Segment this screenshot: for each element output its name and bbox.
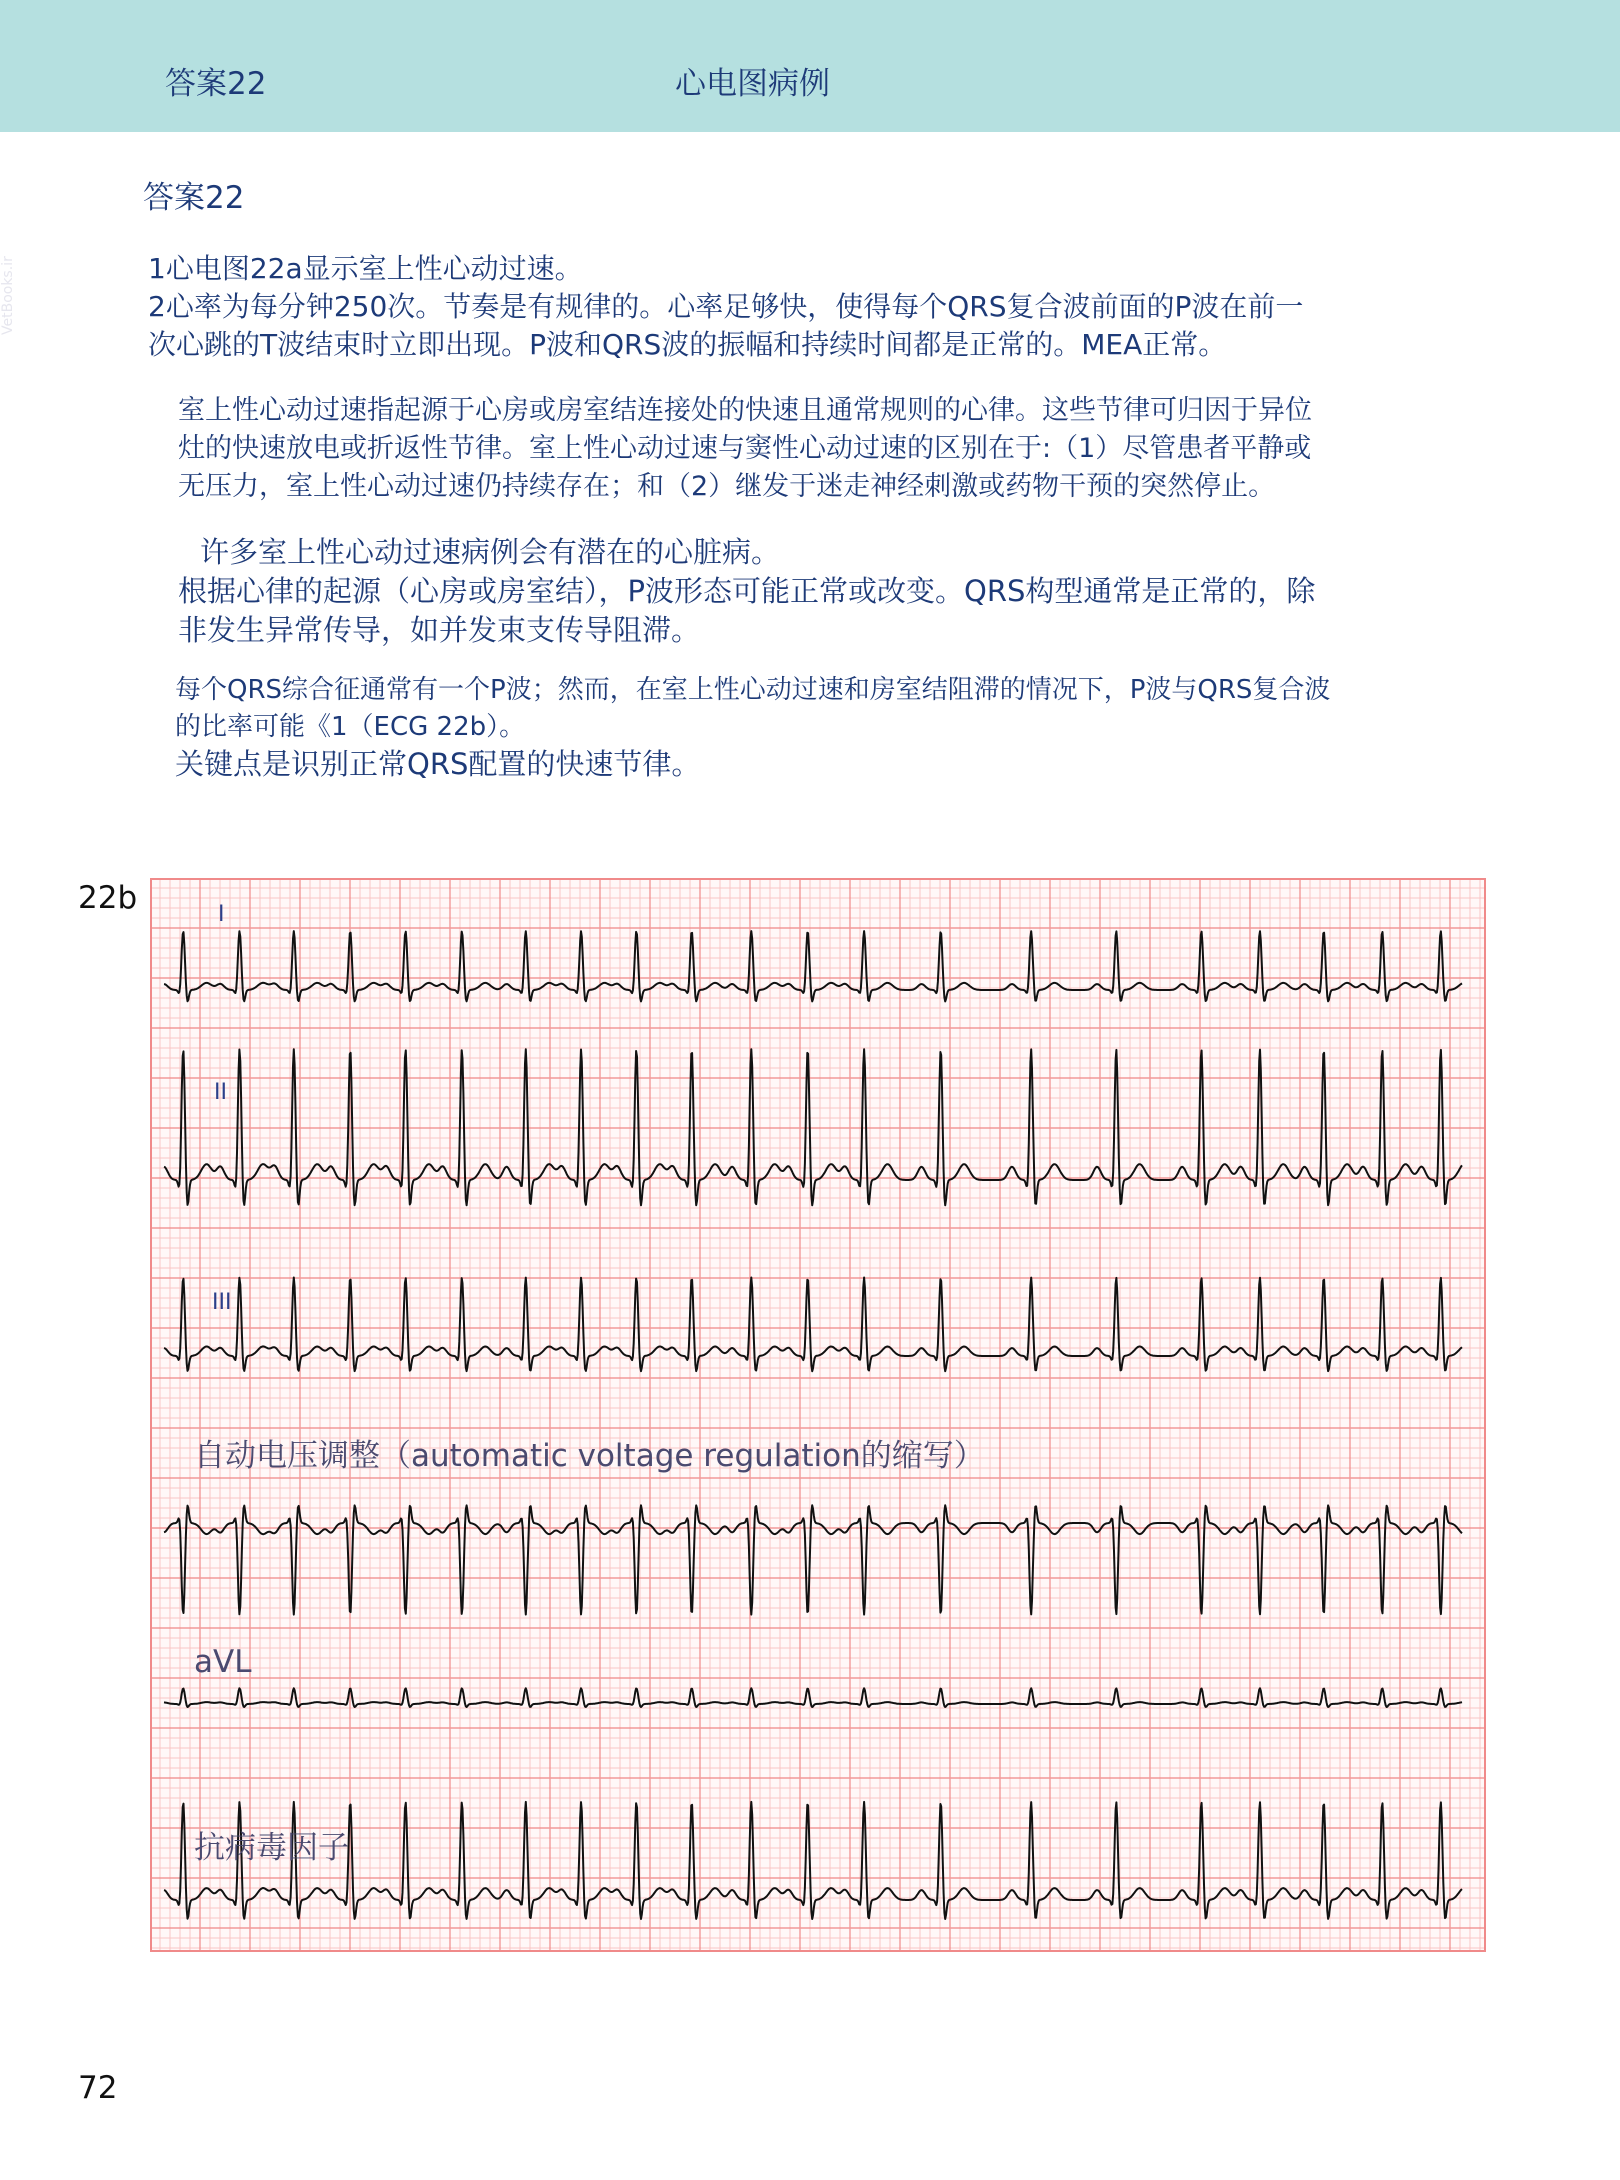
text-line: 每个QRS综合征通常有一个P波；然而，在室上性心动过速和房室结阻滞的情况下，P波与QRS复合波 — [175, 675, 1331, 705]
section-title: 答案22 — [143, 180, 245, 216]
text-line: 许多室上性心动过速病例会有潜在的心脏病。 — [200, 535, 781, 569]
header-chapter-title: 心电图病例 — [675, 66, 830, 102]
lead-label-iii: III — [212, 1290, 232, 1315]
text-line: 无压力，室上性心动过速仍持续存在；和（2）继发于迷走神经刺激或药物干预的突然停止。 — [178, 471, 1276, 502]
text-line: 室上性心动过速指起源于心房或房室结连接处的快速且通常规则的心律。这些节律可归因于异位 — [178, 395, 1312, 426]
lead-label-avl: aVL — [194, 1644, 252, 1680]
paragraph-diagnosis — [148, 250, 1468, 364]
figure-label: 22b — [78, 880, 138, 916]
paragraph-etiology — [178, 533, 1478, 650]
lead-label-ii: II — [214, 1080, 227, 1105]
text-line: 2心率为每分钟250次。节奏是有规律的。心率足够快，使得每个QRS复合波前面的P波在前一 — [148, 290, 1304, 323]
text-line: 1心电图22a显示室上性心动过速。 — [148, 252, 583, 285]
watermark: VetBooks.ir — [0, 256, 16, 335]
lead-label-i: I — [218, 902, 225, 927]
paragraph-definition — [178, 392, 1478, 506]
lead-label-avr: 自动电压调整（automatic voltage regulation的缩写） — [194, 1438, 985, 1474]
lead-label-avf: 抗病毒因子 — [194, 1830, 349, 1866]
page-number: 72 — [78, 2070, 118, 2106]
text-line: 次心跳的T波结束时立即出现。P波和QRS波的振幅和持续时间都是正常的。MEA正常。 — [148, 328, 1227, 361]
ecg-strip — [150, 878, 1486, 1952]
page-header — [0, 0, 1620, 132]
header-answer-title: 答案22 — [165, 66, 267, 102]
text-line: 根据心律的起源（心房或房室结），P波形态可能正常或改变。QRS构型通常是正常的，除 — [178, 574, 1316, 608]
text-line: 关键点是识别正常QRS配置的快速节律。 — [175, 747, 701, 781]
text-line: 的比率可能《1（ECG 22b）。 — [175, 712, 526, 742]
text-line: 非发生异常传导，如并发束支传导阻滞。 — [178, 613, 701, 647]
paragraph-key-point — [175, 672, 1475, 783]
ecg-graph-paper — [150, 878, 1486, 1952]
text-line: 灶的快速放电或折返性节律。室上性心动过速与窦性心动过速的区别在于:（1）尽管患者平静或 — [178, 433, 1312, 464]
